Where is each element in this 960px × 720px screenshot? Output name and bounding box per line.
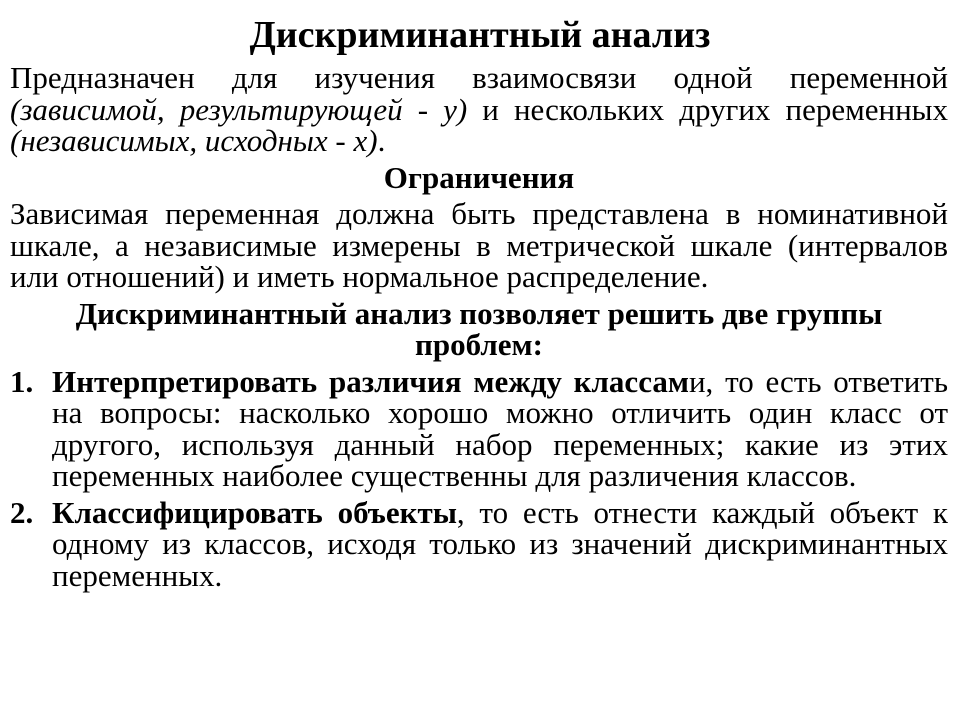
slide-title: Дискриминантный анализ xyxy=(249,14,711,56)
problem-item-1 xyxy=(10,363,948,493)
restrictions-paragraph: Зависимая переменная должна быть представлена в номинативной шкале, а независимые измерены в метрической шкале (интервалов или отношений) и иметь нормальное распределение. xyxy=(10,196,948,294)
intro-text-2: и нескольких других переменных xyxy=(467,91,948,127)
problems-heading: Дискриминантный анализ позволяет решить две группы проблем: xyxy=(75,295,883,362)
intro-text-1: Предназначен для изучения взаимосвязи одной переменной xyxy=(10,60,948,95)
problem-regular-text: , то есть отнести каждый объект к одному из классов, исходя только из значений дискриминантных переменных. xyxy=(52,494,948,593)
problem-text xyxy=(52,363,948,493)
problem-text xyxy=(52,494,948,593)
problem-regular-text: и, то есть ответить на вопросы: насколько хорошо можно отличить один класс от другого, используя данный набор переменных; какие из этих переменных наиболее существенны для различения классов. xyxy=(52,363,948,493)
problem-bold-text: Классифицировать объекты xyxy=(52,494,457,530)
intro-italic-2: (независимых, исходных - x) xyxy=(10,123,378,158)
intro-paragraph xyxy=(10,62,948,157)
problem-number: 1. xyxy=(10,363,34,399)
problem-number: 2. xyxy=(10,494,34,530)
slide-content xyxy=(10,57,948,591)
intro-text-3: . xyxy=(377,123,386,158)
problem-bold-text: Интерпретировать различия между классам xyxy=(52,363,689,399)
restrictions-heading: Ограничения xyxy=(383,159,575,195)
intro-italic-1: (зависимой, результирующей - y) xyxy=(10,91,468,127)
problem-item-2 xyxy=(10,494,948,593)
